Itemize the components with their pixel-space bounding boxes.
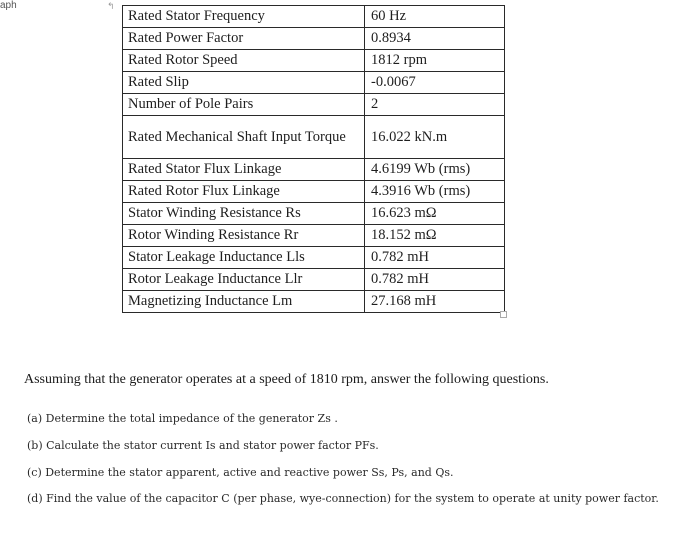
param-name: Rated Rotor Speed [123, 50, 365, 72]
param-value: 2 [365, 94, 505, 116]
table-row [123, 6, 505, 28]
table-row [123, 116, 505, 159]
table-row [123, 269, 505, 291]
param-name: Rated Power Factor [123, 28, 365, 50]
param-value: 4.6199 Wb (rms) [365, 159, 505, 181]
question-item: (a) Determine the total impedance of the generator Zs . [27, 412, 338, 425]
param-name: Number of Pole Pairs [123, 94, 365, 116]
table-row [123, 203, 505, 225]
table-row [123, 181, 505, 203]
param-value: 16.022 kN.m [365, 116, 505, 159]
param-name: Rated Stator Frequency [123, 6, 365, 28]
page-fragment-label: aph [0, 0, 17, 11]
param-name: Rotor Leakage Inductance Llr [123, 269, 365, 291]
param-value: 0.782 mH [365, 269, 505, 291]
param-value: 0.782 mH [365, 247, 505, 269]
param-name: Stator Leakage Inductance Lls [123, 247, 365, 269]
cursor-icon: ↰ [107, 2, 115, 12]
param-name: Rated Rotor Flux Linkage [123, 181, 365, 203]
param-value: 0.8934 [365, 28, 505, 50]
param-value: 1812 rpm [365, 50, 505, 72]
param-name: Rotor Winding Resistance Rr [123, 225, 365, 247]
param-name: Magnetizing Inductance Lm [123, 291, 365, 313]
param-value: 27.168 mH [365, 291, 505, 313]
param-name: Rated Mechanical Shaft Input Torque [123, 116, 365, 159]
table-row [123, 247, 505, 269]
table-row [123, 159, 505, 181]
table-row [123, 94, 505, 116]
param-name: Stator Winding Resistance Rs [123, 203, 365, 225]
param-value: 18.152 mΩ [365, 225, 505, 247]
param-value: 4.3916 Wb (rms) [365, 181, 505, 203]
parameters-table [122, 5, 505, 313]
param-value: 60 Hz [365, 6, 505, 28]
table-row [123, 28, 505, 50]
table-row [123, 291, 505, 313]
table-row [123, 50, 505, 72]
param-name: Rated Slip [123, 72, 365, 94]
table-row [123, 225, 505, 247]
question-item: (d) Find the value of the capacitor C (per phase, wye-connection) for the system to operate at unity power factor. [27, 492, 659, 505]
question-item: (c) Determine the stator apparent, active and reactive power Ss, Ps, and Qs. [27, 466, 454, 479]
question-item: (b) Calculate the stator current Is and stator power factor PFs. [27, 439, 379, 452]
param-name: Rated Stator Flux Linkage [123, 159, 365, 181]
table-row [123, 72, 505, 94]
param-value: -0.0067 [365, 72, 505, 94]
param-value: 16.623 mΩ [365, 203, 505, 225]
question-prompt: Assuming that the generator operates at a speed of 1810 rpm, answer the following questions. [24, 372, 549, 387]
table-resize-handle[interactable] [500, 311, 507, 318]
question-list [27, 405, 667, 510]
